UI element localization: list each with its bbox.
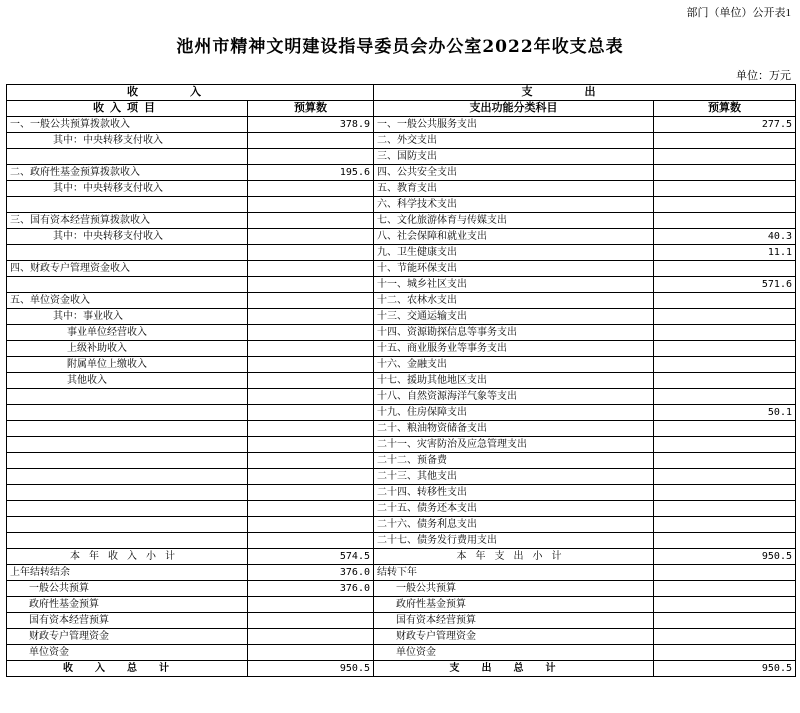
income-value-cell — [248, 501, 374, 517]
expenditure-item-cell: 十九、住房保障支出 — [374, 405, 654, 421]
expenditure-item-cell: 十五、商业服务业等事务支出 — [374, 341, 654, 357]
income-value-cell — [248, 341, 374, 357]
table-row — [7, 517, 796, 533]
expenditure-value-cell: 11.1 — [654, 245, 796, 261]
expenditure-item-cell: 十六、金融支出 — [374, 357, 654, 373]
table-row — [7, 277, 796, 293]
income-value-cell — [248, 517, 374, 533]
income-item-cell — [7, 389, 248, 405]
income-value-cell — [248, 261, 374, 277]
carryover-income-value: 376.0 — [248, 565, 374, 581]
expenditure-value-cell — [654, 373, 796, 389]
income-value-cell — [248, 469, 374, 485]
table-row — [7, 149, 796, 165]
expenditure-value-cell — [654, 181, 796, 197]
expenditure-item-cell: 四、公共安全支出 — [374, 165, 654, 181]
expenditure-item-cell: 十八、自然资源海洋气象等支出 — [374, 389, 654, 405]
carryover-expenditure-value — [654, 565, 796, 581]
income-value-cell — [248, 373, 374, 389]
table-row — [7, 437, 796, 453]
expenditure-item-cell: 十二、农林水支出 — [374, 293, 654, 309]
expenditure-value-cell — [654, 485, 796, 501]
expenditure-value-cell — [654, 357, 796, 373]
expenditure-item-cell: 一、一般公共服务支出 — [374, 117, 654, 133]
income-budget-header: 预算数 — [248, 101, 374, 117]
expenditure-value-cell — [654, 309, 796, 325]
carryover-row — [7, 581, 796, 597]
expenditure-section-header: 支出 — [374, 85, 796, 101]
table-row — [7, 325, 796, 341]
income-value-cell — [248, 309, 374, 325]
carryover-income-item: 上年结转结余 — [7, 565, 248, 581]
unit-label: 单位：万元 — [736, 70, 791, 82]
income-item-cell: 上级补助收入 — [7, 341, 248, 357]
income-item-cell — [7, 517, 248, 533]
table-row — [7, 293, 796, 309]
carryover-expenditure-value — [654, 645, 796, 661]
carryover-income-item: 单位资金 — [7, 645, 248, 661]
carryover-expenditure-item: 国有资本经营预算 — [374, 613, 654, 629]
carryover-row — [7, 565, 796, 581]
carryover-row — [7, 645, 796, 661]
expenditure-item-cell: 二十六、债务利息支出 — [374, 517, 654, 533]
expenditure-value-cell — [654, 325, 796, 341]
income-value-cell — [248, 453, 374, 469]
income-item-cell — [7, 533, 248, 549]
income-value-cell — [248, 533, 374, 549]
income-value-cell — [248, 229, 374, 245]
income-item-cell — [7, 469, 248, 485]
expenditure-item-header: 支出功能分类科目 — [374, 101, 654, 117]
expenditure-item-cell: 二十一、灾害防治及应急管理支出 — [374, 437, 654, 453]
expenditure-item-cell: 五、教育支出 — [374, 181, 654, 197]
expenditure-item-cell: 十一、城乡社区支出 — [374, 277, 654, 293]
carryover-expenditure-item: 结转下年 — [374, 565, 654, 581]
expenditure-item-cell: 六、科学技术支出 — [374, 197, 654, 213]
income-section-header: 收入 — [7, 85, 374, 101]
table-row — [7, 501, 796, 517]
income-value-cell — [248, 245, 374, 261]
expenditure-item-cell: 十三、交通运输支出 — [374, 309, 654, 325]
table-row — [7, 165, 796, 181]
income-item-cell — [7, 485, 248, 501]
income-item-cell — [7, 245, 248, 261]
table-row — [7, 261, 796, 277]
expenditure-item-cell: 二十、粮油物资储备支出 — [374, 421, 654, 437]
subtotal-row — [7, 549, 796, 565]
expenditure-item-cell: 九、卫生健康支出 — [374, 245, 654, 261]
document-title: 池州市精神文明建设指导委员会办公室2022年收支总表 — [176, 37, 624, 57]
expenditure-item-cell: 二十七、债务发行费用支出 — [374, 533, 654, 549]
expenditure-item-cell: 二十二、预备费 — [374, 453, 654, 469]
expenditure-value-cell — [654, 149, 796, 165]
income-value-cell — [248, 149, 374, 165]
table-row — [7, 357, 796, 373]
expenditure-item-cell: 十、节能环保支出 — [374, 261, 654, 277]
income-value-cell — [248, 437, 374, 453]
expenditure-item-cell: 三、国防支出 — [374, 149, 654, 165]
expenditure-value-cell: 40.3 — [654, 229, 796, 245]
income-item-cell: 三、国有资本经营预算拨款收入 — [7, 213, 248, 229]
income-item-cell: 其中：中央转移支付收入 — [7, 133, 248, 149]
income-value-cell — [248, 277, 374, 293]
income-item-cell: 事业单位经营收入 — [7, 325, 248, 341]
income-item-cell — [7, 197, 248, 213]
expenditure-total-value: 950.5 — [654, 661, 796, 677]
income-item-cell: 其中：中央转移支付收入 — [7, 229, 248, 245]
carryover-income-value — [248, 645, 374, 661]
expenditure-value-cell — [654, 437, 796, 453]
expenditure-value-cell — [654, 261, 796, 277]
table-row — [7, 389, 796, 405]
expenditure-total-label: 支出总计 — [374, 661, 654, 677]
carryover-expenditure-item: 财政专户管理资金 — [374, 629, 654, 645]
expenditure-item-cell: 十七、援助其他地区支出 — [374, 373, 654, 389]
expenditure-subtotal-value: 950.5 — [654, 549, 796, 565]
income-value-cell — [248, 405, 374, 421]
carryover-income-value — [248, 613, 374, 629]
income-item-cell — [7, 437, 248, 453]
expenditure-value-cell — [654, 341, 796, 357]
income-item-cell: 其中：事业收入 — [7, 309, 248, 325]
income-value-cell: 378.9 — [248, 117, 374, 133]
table-header-row-1 — [7, 85, 796, 101]
income-item-cell: 其他收入 — [7, 373, 248, 389]
table-row — [7, 421, 796, 437]
table-row — [7, 213, 796, 229]
expenditure-value-cell — [654, 421, 796, 437]
carryover-income-item: 政府性基金预算 — [7, 597, 248, 613]
expenditure-item-cell: 二十三、其他支出 — [374, 469, 654, 485]
expenditure-item-cell: 七、文化旅游体育与传媒支出 — [374, 213, 654, 229]
carryover-income-item: 国有资本经营预算 — [7, 613, 248, 629]
table-row — [7, 533, 796, 549]
expenditure-item-cell: 二、外交支出 — [374, 133, 654, 149]
income-item-header: 收入项目 — [7, 101, 248, 117]
income-item-cell — [7, 453, 248, 469]
table-row — [7, 245, 796, 261]
income-value-cell — [248, 357, 374, 373]
carryover-expenditure-value — [654, 581, 796, 597]
income-item-cell: 五、单位资金收入 — [7, 293, 248, 309]
income-item-cell: 其中：中央转移支付收入 — [7, 181, 248, 197]
expenditure-subtotal-label: 本年支出小计 — [374, 549, 654, 565]
expenditure-value-cell — [654, 197, 796, 213]
expenditure-value-cell — [654, 453, 796, 469]
income-subtotal-value: 574.5 — [248, 549, 374, 565]
income-value-cell — [248, 389, 374, 405]
form-id-label: 部门（单位）公开表1 — [686, 7, 791, 19]
table-row — [7, 133, 796, 149]
expenditure-value-cell: 277.5 — [654, 117, 796, 133]
carryover-income-item: 一般公共预算 — [7, 581, 248, 597]
expenditure-value-cell — [654, 133, 796, 149]
income-value-cell — [248, 133, 374, 149]
income-subtotal-label: 本年收入小计 — [7, 549, 248, 565]
income-value-cell: 195.6 — [248, 165, 374, 181]
expenditure-item-cell: 十四、资源勘探信息等事务支出 — [374, 325, 654, 341]
expenditure-value-cell — [654, 517, 796, 533]
table-row — [7, 181, 796, 197]
income-item-cell — [7, 405, 248, 421]
income-item-cell — [7, 149, 248, 165]
table-row — [7, 341, 796, 357]
income-total-value: 950.5 — [248, 661, 374, 677]
expenditure-value-cell: 571.6 — [654, 277, 796, 293]
expenditure-value-cell — [654, 469, 796, 485]
expenditure-item-cell: 二十五、债务还本支出 — [374, 501, 654, 517]
expenditure-budget-header: 预算数 — [654, 101, 796, 117]
grand-total-row — [7, 661, 796, 677]
table-row — [7, 373, 796, 389]
table-row — [7, 485, 796, 501]
income-value-cell — [248, 325, 374, 341]
income-total-label: 收入总计 — [7, 661, 248, 677]
budget-table — [6, 84, 796, 677]
income-item-cell — [7, 501, 248, 517]
table-row — [7, 309, 796, 325]
carryover-expenditure-item: 政府性基金预算 — [374, 597, 654, 613]
income-item-cell — [7, 421, 248, 437]
expenditure-value-cell — [654, 293, 796, 309]
carryover-row — [7, 597, 796, 613]
expenditure-value-cell — [654, 213, 796, 229]
carryover-expenditure-item: 一般公共预算 — [374, 581, 654, 597]
income-item-cell: 附属单位上缴收入 — [7, 357, 248, 373]
carryover-expenditure-value — [654, 597, 796, 613]
income-value-cell — [248, 181, 374, 197]
table-row — [7, 469, 796, 485]
income-value-cell — [248, 213, 374, 229]
carryover-income-value: 376.0 — [248, 581, 374, 597]
expenditure-value-cell — [654, 389, 796, 405]
table-row — [7, 405, 796, 421]
carryover-expenditure-item: 单位资金 — [374, 645, 654, 661]
income-value-cell — [248, 485, 374, 501]
carryover-income-value — [248, 597, 374, 613]
income-value-cell — [248, 293, 374, 309]
table-row — [7, 229, 796, 245]
table-row — [7, 197, 796, 213]
income-item-cell — [7, 277, 248, 293]
expenditure-value-cell — [654, 501, 796, 517]
table-row — [7, 453, 796, 469]
income-item-cell: 四、财政专户管理资金收入 — [7, 261, 248, 277]
expenditure-value-cell — [654, 165, 796, 181]
carryover-expenditure-value — [654, 613, 796, 629]
carryover-expenditure-value — [654, 629, 796, 645]
income-value-cell — [248, 197, 374, 213]
carryover-row — [7, 613, 796, 629]
expenditure-item-cell: 二十四、转移性支出 — [374, 485, 654, 501]
expenditure-item-cell: 八、社会保障和就业支出 — [374, 229, 654, 245]
budget-table-body — [7, 85, 796, 677]
carryover-income-item: 财政专户管理资金 — [7, 629, 248, 645]
expenditure-value-cell — [654, 533, 796, 549]
table-row — [7, 117, 796, 133]
carryover-row — [7, 629, 796, 645]
carryover-income-value — [248, 629, 374, 645]
expenditure-value-cell: 50.1 — [654, 405, 796, 421]
table-header-row-2 — [7, 101, 796, 117]
income-item-cell: 一、一般公共预算拨款收入 — [7, 117, 248, 133]
income-item-cell: 二、政府性基金预算拨款收入 — [7, 165, 248, 181]
income-value-cell — [248, 421, 374, 437]
